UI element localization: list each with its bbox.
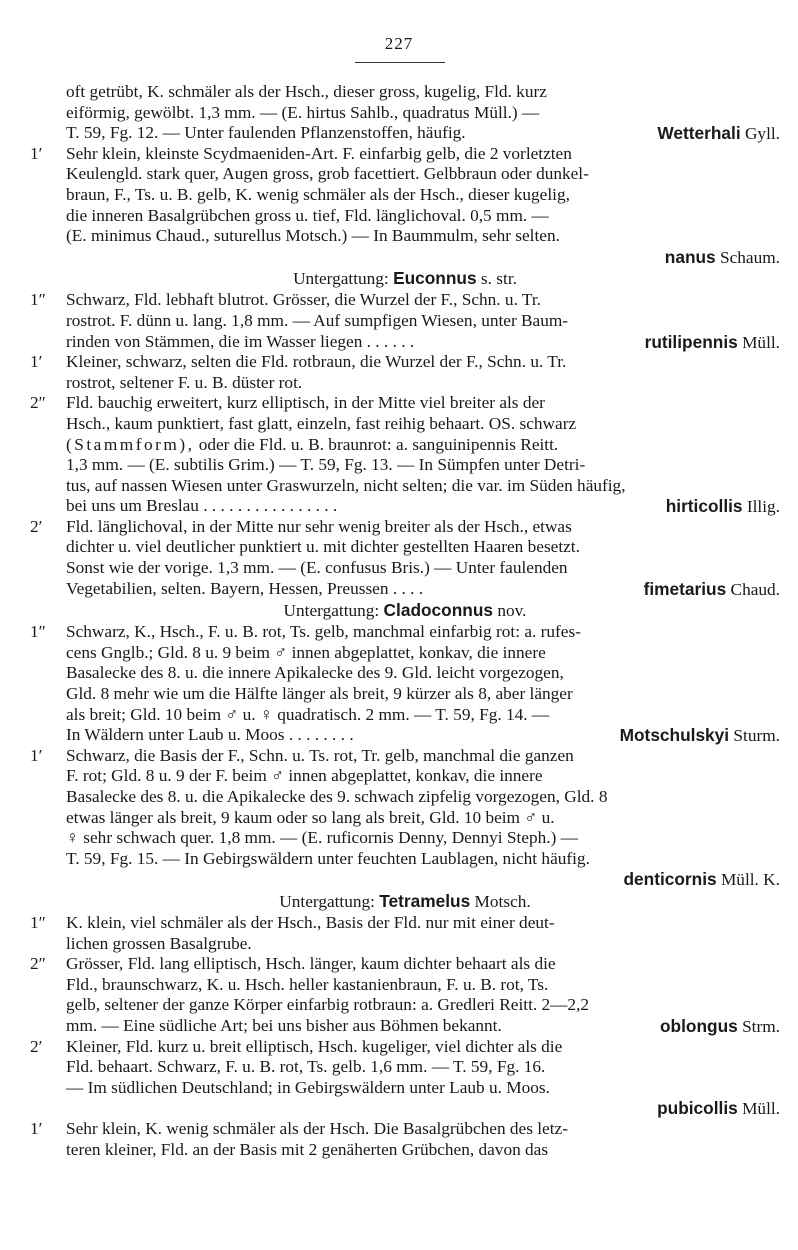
text-line — [66, 414, 780, 435]
line-body — [66, 144, 780, 165]
key-marker: 2″ — [30, 954, 46, 974]
species-entry — [639, 332, 780, 353]
text-line — [66, 206, 780, 227]
text-line — [66, 705, 780, 726]
line-text: cens Gnglb.; Gld. 8 u. 9 beim ♂ innen abgeplattet, konkav, die innere — [66, 642, 546, 662]
key-marker: 1″ — [30, 622, 46, 642]
species-author: Müll. — [742, 1099, 780, 1119]
species-name: pubicollis — [657, 1098, 738, 1119]
line-text: Schwarz, die Basis der F., Schn. u. Ts. rot, Tr. gelb, manchmal die ganzen — [66, 745, 574, 765]
species-entry — [659, 248, 780, 267]
line-text: oft getrübt, K. schmäler als der Hsch., dieser gross, kugelig, Fld. kurz — [66, 82, 547, 101]
line-body — [66, 517, 780, 538]
key-marker: 1′ — [30, 352, 43, 372]
line-text: Fld. bauchig erweitert, kurz elliptisch, in der Mitte viel breiter als der — [66, 393, 545, 413]
text-line — [66, 828, 780, 849]
species-entry — [660, 496, 780, 517]
line-text: (E. minimus Chaud., suturellus Motsch.) — In Baummulm, sehr selten. — [66, 226, 560, 246]
text-line — [66, 808, 780, 829]
text-line — [66, 869, 780, 890]
text-line — [66, 373, 780, 394]
line-text: etwas länger als breit, 9 kaum oder so lang als breit, Gld. 10 beim ♂ u. — [66, 807, 555, 827]
line-text: Basalecke des 8. u. die Apikalecke des 9. schwach zipfelig vorgezogen, Gld. 8 — [66, 787, 608, 806]
line-text: eiförmig, gewölbt. 1,3 mm. — (E. hirtus Sahlb., quadratus Müll.) — — [66, 102, 540, 122]
text-line — [66, 684, 780, 705]
subgenus-prefix: Untergattung: — [279, 891, 375, 911]
text-line — [30, 746, 780, 767]
subgenus-suffix: nov. — [497, 601, 527, 621]
text-line — [66, 496, 780, 517]
line-text: lichen grossen Basalgrube. — [66, 933, 252, 953]
species-author: Sturm. — [733, 726, 780, 746]
line-body — [66, 746, 780, 767]
spaced-text: (Stammform), — [66, 434, 195, 454]
species-author: Chaud. — [730, 579, 780, 599]
line-text: Fld. behaart. Schwarz, F. u. B. rot, Ts. gelb. 1,6 mm. — T. 59, Fg. 16. — [66, 1057, 546, 1077]
text-line — [66, 311, 780, 332]
species-author: Strm. — [742, 1016, 780, 1036]
species-author: Illig. — [746, 497, 780, 517]
subgenus-suffix: Motsch. — [474, 891, 531, 911]
key-marker: 1″ — [30, 912, 46, 932]
line-text: F. rot; Gld. 8 u. 9 der F. beim ♂ innen abgeplattet, konkav, die innere — [66, 766, 543, 786]
line-body — [66, 954, 780, 975]
text-line — [66, 123, 780, 144]
text-line — [66, 1140, 780, 1161]
text-line — [30, 290, 780, 311]
text-line — [66, 975, 780, 996]
species-entry — [617, 870, 780, 889]
page-number: 227 — [384, 34, 414, 53]
line-body — [66, 290, 780, 311]
text-line — [66, 663, 780, 684]
text-line — [30, 144, 780, 165]
line-text: oder die Fld. u. B. braunrot: a. sanguinipennis Reitt. — [194, 434, 559, 454]
text-line — [66, 82, 780, 103]
species-author: Schaum. — [720, 247, 780, 267]
species-name: fimetarius — [643, 578, 727, 599]
text-line — [66, 476, 780, 497]
line-body — [66, 1037, 780, 1058]
line-text: teren kleiner, Fld. an der Basis mit 2 genäherten Grübchen, davon das — [66, 1139, 549, 1159]
line-body — [66, 352, 780, 373]
line-text: die inneren Basalgrübchen gross u. tief, Fld. länglichoval. 0,5 mm. — — [66, 205, 549, 225]
text-line — [66, 1078, 780, 1099]
line-body — [66, 622, 780, 643]
line-text: Sehr klein, kleinste Scydmaeniden-Art. F. einfarbig gelb, die 2 vorletzten — [66, 143, 572, 163]
text-line — [66, 537, 780, 558]
subgenus-name: Cladoconnus — [383, 600, 493, 621]
text-line — [66, 226, 780, 247]
line-text: Grösser, Fld. lang elliptisch, Hsch. länger, kaum dichter behaart als die — [66, 954, 556, 974]
text-line — [66, 1098, 780, 1119]
species-entry — [651, 1099, 780, 1118]
species-entry — [614, 725, 780, 746]
line-text: Kleiner, Fld. kurz u. breit elliptisch, Hsch. kugeliger, viel dichter als die — [66, 1036, 563, 1056]
species-name: Motschulskyi — [619, 725, 730, 746]
text-line — [30, 622, 780, 643]
key-marker: 2′ — [30, 1036, 43, 1056]
text-line — [30, 352, 780, 373]
line-text: Sehr klein, K. wenig schmäler als der Hsch. Die Basalgrübchen des letz- — [66, 1118, 568, 1138]
text-line — [66, 435, 780, 456]
line-text: rinden von Stämmen, die im Wasser liegen . . . . . . — [66, 331, 415, 351]
subgenus-name: Euconnus — [393, 268, 477, 289]
text-line — [66, 185, 780, 206]
species-entry — [651, 123, 780, 144]
key-marker: 1′ — [30, 745, 43, 765]
subgenus-heading — [30, 890, 780, 913]
line-text: Fld. länglichoval, in der Mitte nur sehr wenig breiter als der Hsch., etwas — [66, 516, 572, 536]
line-body — [66, 1119, 780, 1140]
text-line — [66, 332, 780, 353]
line-text: Keulengld. stark quer, Augen gross, grob facettiert. Gelbbraun oder dunkel- — [66, 164, 589, 184]
text-line — [66, 1016, 780, 1037]
text-line — [66, 164, 780, 185]
species-name: denticornis — [623, 869, 717, 890]
species-author: Gyll. — [744, 124, 780, 144]
line-text: Sonst wie der vorige. 1,3 mm. — (E. confusus Bris.) — Unter faulenden — [66, 558, 568, 578]
line-text: Fld., braunschwarz, K. u. Hsch. heller kastanienbraun, F. u. B. rot, Ts. — [66, 974, 549, 994]
species-author: Müll. K. — [720, 870, 780, 890]
line-text: bei uns um Breslau . . . . . . . . . . . . . . . . — [66, 496, 338, 516]
species-entry — [638, 579, 780, 600]
line-body — [66, 913, 780, 934]
species-author: Müll. — [742, 332, 780, 352]
text-line — [30, 954, 780, 975]
line-text: rostrot, seltener F. u. B. düster rot. — [66, 372, 303, 392]
text-line — [66, 849, 780, 870]
page-body — [30, 82, 780, 1160]
line-text: T. 59, Fg. 15. — In Gebirgswäldern unter feuchten Laublagen, nicht häufig. — [66, 848, 590, 868]
text-line — [66, 995, 780, 1016]
subgenus-prefix: Untergattung: — [283, 601, 380, 621]
text-line — [66, 1057, 780, 1078]
line-text: dichter u. viel deutlicher punktiert u. mit dichter gestellten Haaren besetzt. — [66, 537, 580, 557]
text-line — [66, 766, 780, 787]
line-text: T. 59, Fg. 12. — Unter faulenden Pflanzenstoffen, häufig. — [66, 123, 466, 143]
text-line — [66, 725, 780, 746]
text-line — [66, 103, 780, 124]
key-marker: 1′ — [30, 143, 43, 163]
subgenus-heading — [30, 267, 780, 290]
line-text: Kleiner, schwarz, selten die Fld. rotbraun, die Wurzel der F., Schn. u. Tr. — [66, 352, 567, 372]
text-line — [30, 393, 780, 414]
line-text: gelb, seltener der ganze Körper einfarbig rotbraun: a. Gredleri Reitt. 2—2,2 — [66, 995, 590, 1015]
page-number-rule — [355, 62, 445, 63]
species-name: oblongus — [659, 1015, 738, 1036]
line-text: — Im südlichen Deutschland; in Gebirgswäldern unter Laub u. Moos. — [66, 1077, 550, 1097]
line-text: Vegetabilien, selten. Bayern, Hessen, Preussen . . . . — [66, 578, 424, 598]
line-text: Schwarz, K., Hsch., F. u. B. rot, Ts. gelb, manchmal einfarbig rot: a. rufes- — [66, 622, 581, 642]
line-text: 1,3 mm. — (E. subtilis Grim.) — T. 59, Fg. 13. — In Sümpfen unter Detri- — [66, 455, 586, 475]
species-name: hirticollis — [665, 496, 743, 517]
subgenus-suffix: s. str. — [480, 269, 517, 289]
line-text: In Wäldern unter Laub u. Moos . . . . . . . . — [66, 725, 354, 745]
line-text: als breit; Gld. 10 beim ♂ u. ♀ quadratisch. 2 mm. — T. 59, Fg. 14. — — [66, 704, 550, 724]
text-line — [30, 517, 780, 538]
species-name: rutilipennis — [644, 331, 738, 352]
text-line — [66, 934, 780, 955]
line-text: ♀ sehr schwach quer. 1,8 mm. — (E. ruficornis Denny, Dennyi Steph.) — — [66, 828, 578, 848]
species-name: nanus — [664, 246, 716, 267]
line-text: braun, F., Ts. u. B. gelb, K. wenig schmäler als der Hsch., dieser kugelig, — [66, 184, 570, 204]
text-line — [30, 1119, 780, 1140]
key-marker: 1″ — [30, 290, 46, 310]
line-text: Hsch., kaum punktiert, fast glatt, einzeln, fast reihig behaart. OS. schwarz — [66, 413, 577, 433]
line-text: tus, auf nassen Wiesen unter Graswurzeln, nicht selten; die var. im Süden häufig, — [66, 475, 626, 495]
text-line — [66, 247, 780, 268]
text-line — [30, 913, 780, 934]
text-line — [66, 787, 780, 808]
line-text: K. klein, viel schmäler als der Hsch., Basis der Fld. nur mit einer deut- — [66, 912, 555, 932]
line-text: Gld. 8 mehr wie um die Hälfte länger als breit, 9 kürzer als 8, aber länger — [66, 684, 573, 704]
subgenus-name: Tetramelus — [379, 890, 471, 911]
line-text: Schwarz, Fld. lebhaft blutrot. Grösser, die Wurzel der F., Schn. u. Tr. — [66, 290, 541, 310]
line-text: Basalecke des 8. u. die innere Apikalecke des 9. Gld. leicht vorgezogen, — [66, 663, 564, 683]
text-line — [66, 579, 780, 600]
text-line — [66, 558, 780, 579]
key-marker: 1′ — [30, 1118, 43, 1138]
key-marker: 2″ — [30, 393, 46, 413]
text-line — [30, 1037, 780, 1058]
text-line — [66, 455, 780, 476]
species-name: Wetterhali — [657, 123, 741, 144]
subgenus-prefix: Untergattung: — [293, 269, 389, 289]
text-line — [66, 643, 780, 664]
line-text: rostrot. F. dünn u. lang. 1,8 mm. — Auf sumpfigen Wiesen, unter Baum- — [66, 310, 569, 330]
line-text: mm. — Eine südliche Art; bei uns bisher aus Böhmen bekannt. — [66, 1015, 502, 1035]
line-body — [66, 393, 780, 414]
subgenus-heading — [30, 599, 780, 622]
species-entry — [654, 1016, 780, 1037]
key-marker: 2′ — [30, 516, 43, 536]
